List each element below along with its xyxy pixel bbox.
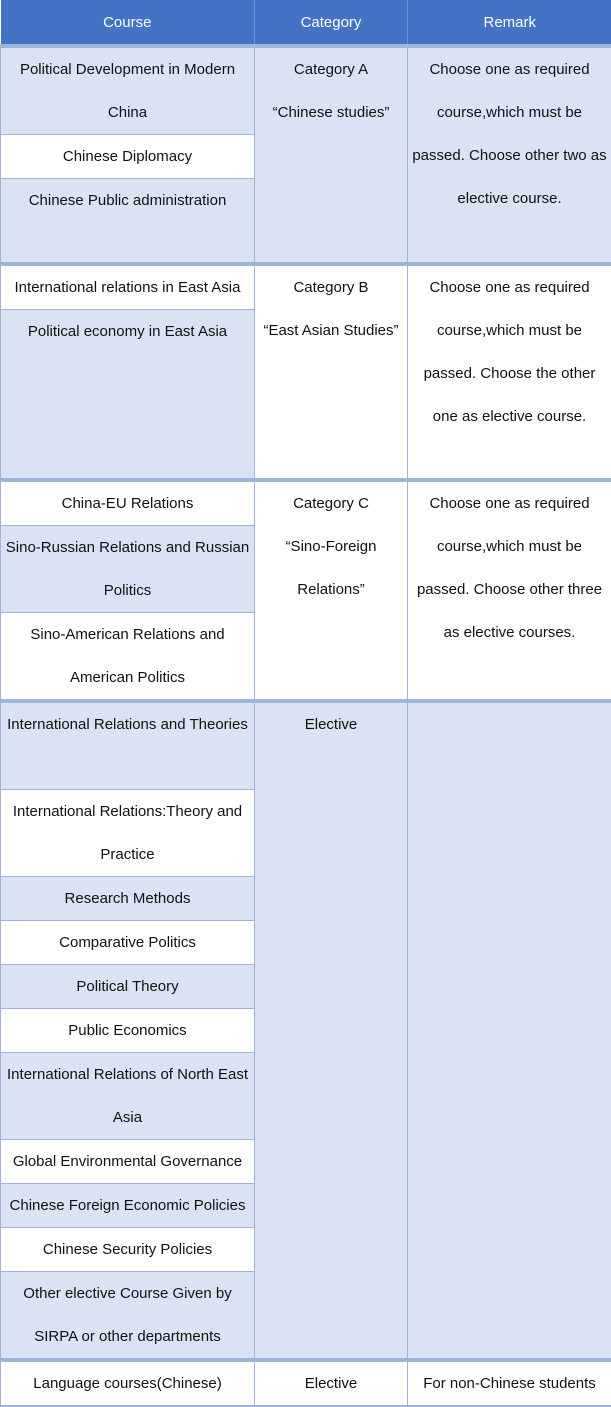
table-row	[1, 1360, 611, 1406]
course-cell: Political economy in East Asia	[1, 310, 255, 481]
table-row	[1, 480, 611, 526]
remark-cell: For non-Chinese students	[408, 1360, 611, 1406]
course-cell: Chinese Foreign Economic Policies	[1, 1184, 255, 1228]
category-cell: Elective	[255, 1360, 408, 1406]
remark-cell: Choose one as required course,which must be passed. Choose other three as elective courses.	[408, 480, 611, 701]
category-cell: Category B “East Asian Studies”	[255, 264, 408, 480]
remark-cell	[408, 701, 611, 1360]
header-row	[1, 0, 611, 46]
category-cell: Category A “Chinese studies”	[255, 46, 408, 264]
header-course: Course	[1, 0, 255, 46]
course-cell: Sino-Russian Relations and Russian Politics	[1, 526, 255, 613]
course-cell: International Relations and Theories	[1, 701, 255, 790]
table-row	[1, 701, 611, 790]
course-cell: Public Economics	[1, 1009, 255, 1053]
course-cell: Chinese Public administration	[1, 179, 255, 265]
remark-cell: Choose one as required course,which must be passed. Choose the other one as elective course.	[408, 264, 611, 480]
course-cell: Language courses(Chinese)	[1, 1360, 255, 1406]
course-cell: China-EU Relations	[1, 480, 255, 526]
course-cell: International Relations:Theory and Practice	[1, 790, 255, 877]
category-cell: Elective	[255, 701, 408, 1360]
header-remark: Remark	[408, 0, 611, 46]
course-cell: Political Development in Modern China	[1, 46, 255, 135]
table-row	[1, 264, 611, 310]
course-cell: International relations in East Asia	[1, 264, 255, 310]
course-cell: Other elective Course Given by SIRPA or other departments	[1, 1272, 255, 1361]
remark-cell: Choose one as required course,which must be passed. Choose other two as elective course.	[408, 46, 611, 264]
course-cell: Sino-American Relations and American Politics	[1, 613, 255, 702]
course-cell: Research Methods	[1, 877, 255, 921]
course-cell: Global Environmental Governance	[1, 1140, 255, 1184]
table-row	[1, 46, 611, 135]
course-cell: Chinese Security Policies	[1, 1228, 255, 1272]
course-cell: Political Theory	[1, 965, 255, 1009]
course-cell: Chinese Diplomacy	[1, 135, 255, 179]
course-cell: Comparative Politics	[1, 921, 255, 965]
course-cell: International Relations of North East Asia	[1, 1053, 255, 1140]
category-cell: Category C “Sino-Foreign Relations”	[255, 480, 408, 701]
header-category: Category	[255, 0, 408, 46]
